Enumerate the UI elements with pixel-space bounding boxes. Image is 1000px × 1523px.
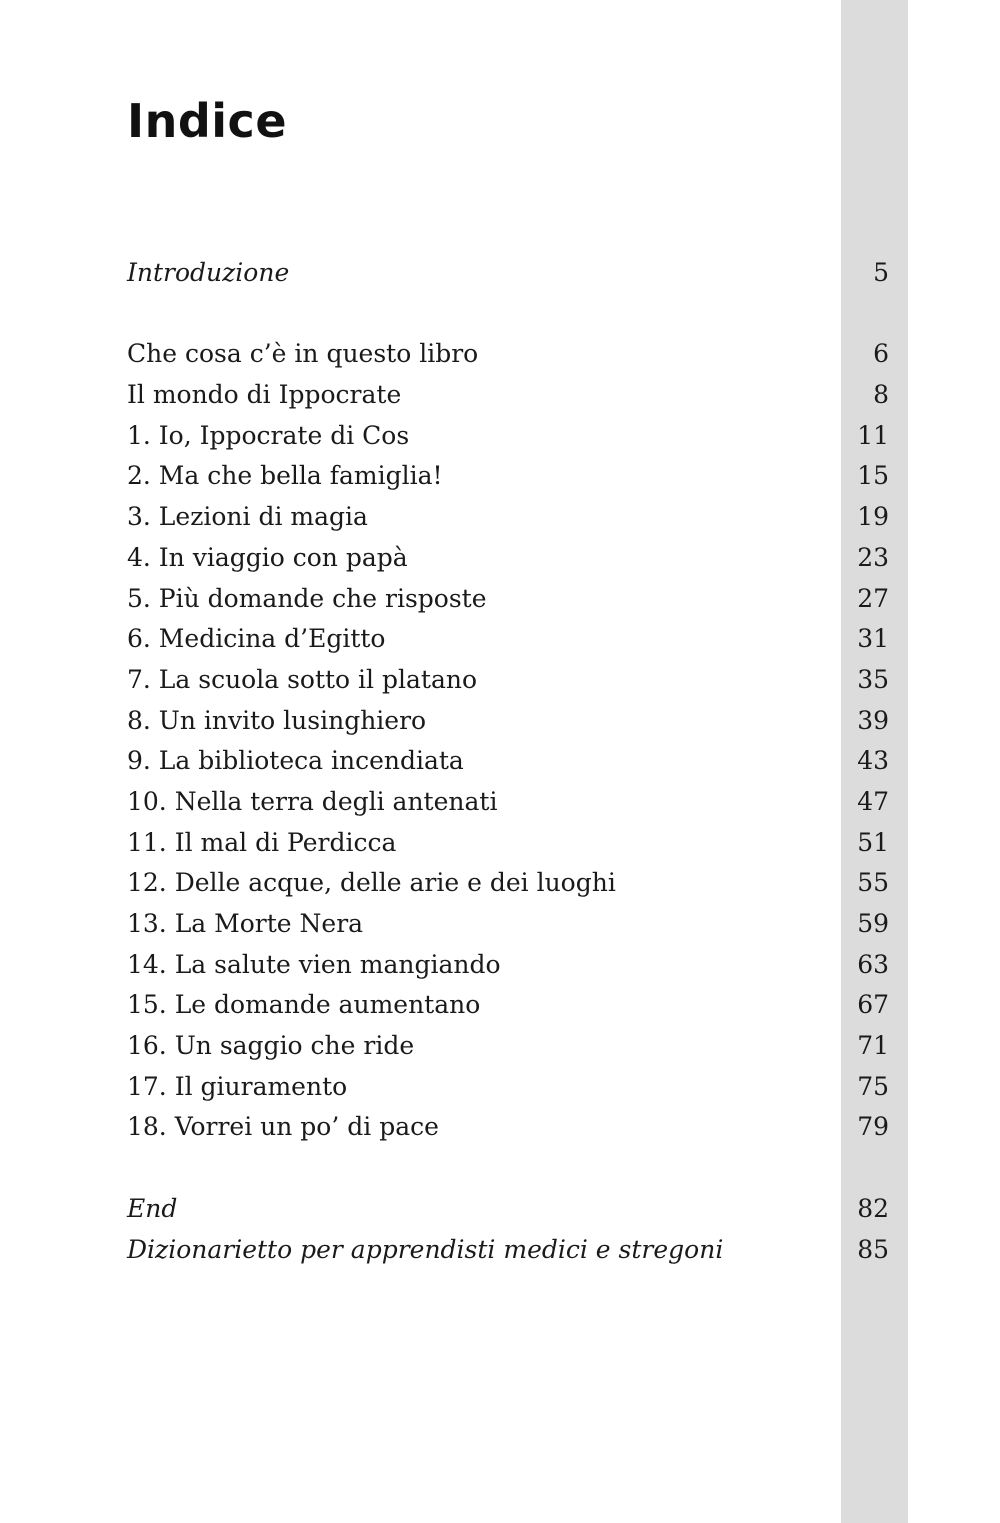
toc-entry[interactable] [127, 945, 889, 986]
toc-entry[interactable] [127, 253, 889, 294]
toc-entry-page-number: 23 [857, 542, 889, 572]
toc-entry[interactable] [127, 1067, 889, 1108]
toc-entry[interactable] [127, 1189, 889, 1230]
toc-entry-title: 14. La salute vien mangiando [127, 949, 501, 979]
toc-entry-page-number: 82 [857, 1193, 889, 1223]
toc-entry[interactable] [127, 701, 889, 742]
toc-entry[interactable] [127, 741, 889, 782]
toc-entry-page-number: 85 [857, 1234, 889, 1264]
toc-entry-title: 9. La biblioteca incendiata [127, 746, 464, 776]
toc-entry-page-number: 71 [857, 1031, 889, 1061]
toc-entry-title: 7. La scuola sotto il platano [127, 664, 477, 694]
toc-entry-page-number: 59 [857, 909, 889, 938]
toc-entry-title: 4. In viaggio con papà [127, 542, 408, 572]
toc-entry-title: 3. Lezioni di magia [127, 502, 368, 532]
toc-chapters-group [127, 334, 889, 1148]
toc-entry[interactable] [127, 985, 889, 1026]
toc-entry-title: 5. Più domande che risposte [127, 583, 487, 613]
toc-entry[interactable] [127, 782, 889, 823]
toc-entry-page-number: 6 [873, 339, 889, 369]
toc-entry-title: 16. Un saggio che ride [127, 1031, 415, 1061]
toc-entry-page-number: 27 [857, 583, 889, 613]
toc-entry-title: 8. Un invito lusinghiero [127, 705, 427, 735]
toc-entry-title: 1. Io, Ippocrate di Cos [127, 420, 410, 450]
toc-entry-page-number: 51 [857, 827, 889, 857]
toc-entry[interactable] [127, 660, 889, 701]
toc-entry[interactable] [127, 823, 889, 864]
toc-entry-page-number: 55 [857, 868, 889, 898]
toc-intro-group [127, 253, 889, 294]
toc-entry-title: 17. Il giuramento [127, 1071, 348, 1101]
toc-entry[interactable] [127, 375, 889, 416]
toc-entry-title: 13. La Morte Nera [127, 909, 364, 938]
section-gap [127, 1148, 889, 1189]
toc-entry-title: 18. Vorrei un po’ di pace [127, 1112, 439, 1142]
toc-entry-page-number: 39 [857, 705, 889, 735]
toc-entry-page-number: 63 [857, 949, 889, 979]
toc-entry[interactable] [127, 1107, 889, 1148]
toc-entry-page-number: 8 [873, 380, 889, 410]
toc-entry-page-number: 47 [857, 786, 889, 816]
toc-entry-title: Che cosa c’è in questo libro [127, 339, 479, 369]
toc-entry-page-number: 43 [857, 746, 889, 776]
table-of-contents [127, 253, 889, 1270]
toc-entry-page-number: 11 [857, 420, 889, 450]
toc-entry-page-number: 67 [857, 990, 889, 1020]
toc-entry[interactable] [127, 538, 889, 579]
toc-entry-title: End [127, 1193, 178, 1223]
toc-entry[interactable] [127, 416, 889, 457]
toc-entry-title: Dizionarietto per apprendisti medici e stregoni [127, 1234, 724, 1264]
section-gap [127, 294, 889, 335]
toc-entry[interactable] [127, 904, 889, 945]
toc-appendix-group [127, 1189, 889, 1270]
toc-entry-title: Introduzione [127, 258, 290, 287]
toc-entry[interactable] [127, 497, 889, 538]
toc-entry-title: Il mondo di Ippocrate [127, 380, 402, 410]
toc-entry[interactable] [127, 863, 889, 904]
toc-entry-title: 2. Ma che bella famiglia! [127, 461, 443, 491]
toc-entry-title: 12. Delle acque, delle arie e dei luoghi [127, 868, 616, 898]
toc-entry-title: 6. Medicina d’Egitto [127, 624, 386, 654]
toc-entry-page-number: 5 [873, 258, 889, 287]
toc-entry-page-number: 31 [857, 624, 889, 654]
toc-entry-page-number: 79 [857, 1112, 889, 1142]
page-title: Indice [127, 94, 288, 148]
toc-entry-page-number: 19 [857, 502, 889, 532]
toc-entry-page-number: 15 [857, 461, 889, 491]
toc-entry[interactable] [127, 619, 889, 660]
toc-entry-page-number: 75 [857, 1071, 889, 1101]
toc-entry-title: 11. Il mal di Perdicca [127, 827, 397, 857]
toc-entry-page-number: 35 [857, 664, 889, 694]
toc-entry[interactable] [127, 579, 889, 620]
toc-entry[interactable] [127, 334, 889, 375]
toc-entry[interactable] [127, 456, 889, 497]
toc-entry[interactable] [127, 1230, 889, 1271]
toc-entry[interactable] [127, 1026, 889, 1067]
toc-entry-title: 15. Le domande aumentano [127, 990, 481, 1020]
toc-entry-title: 10. Nella terra degli antenati [127, 786, 498, 816]
